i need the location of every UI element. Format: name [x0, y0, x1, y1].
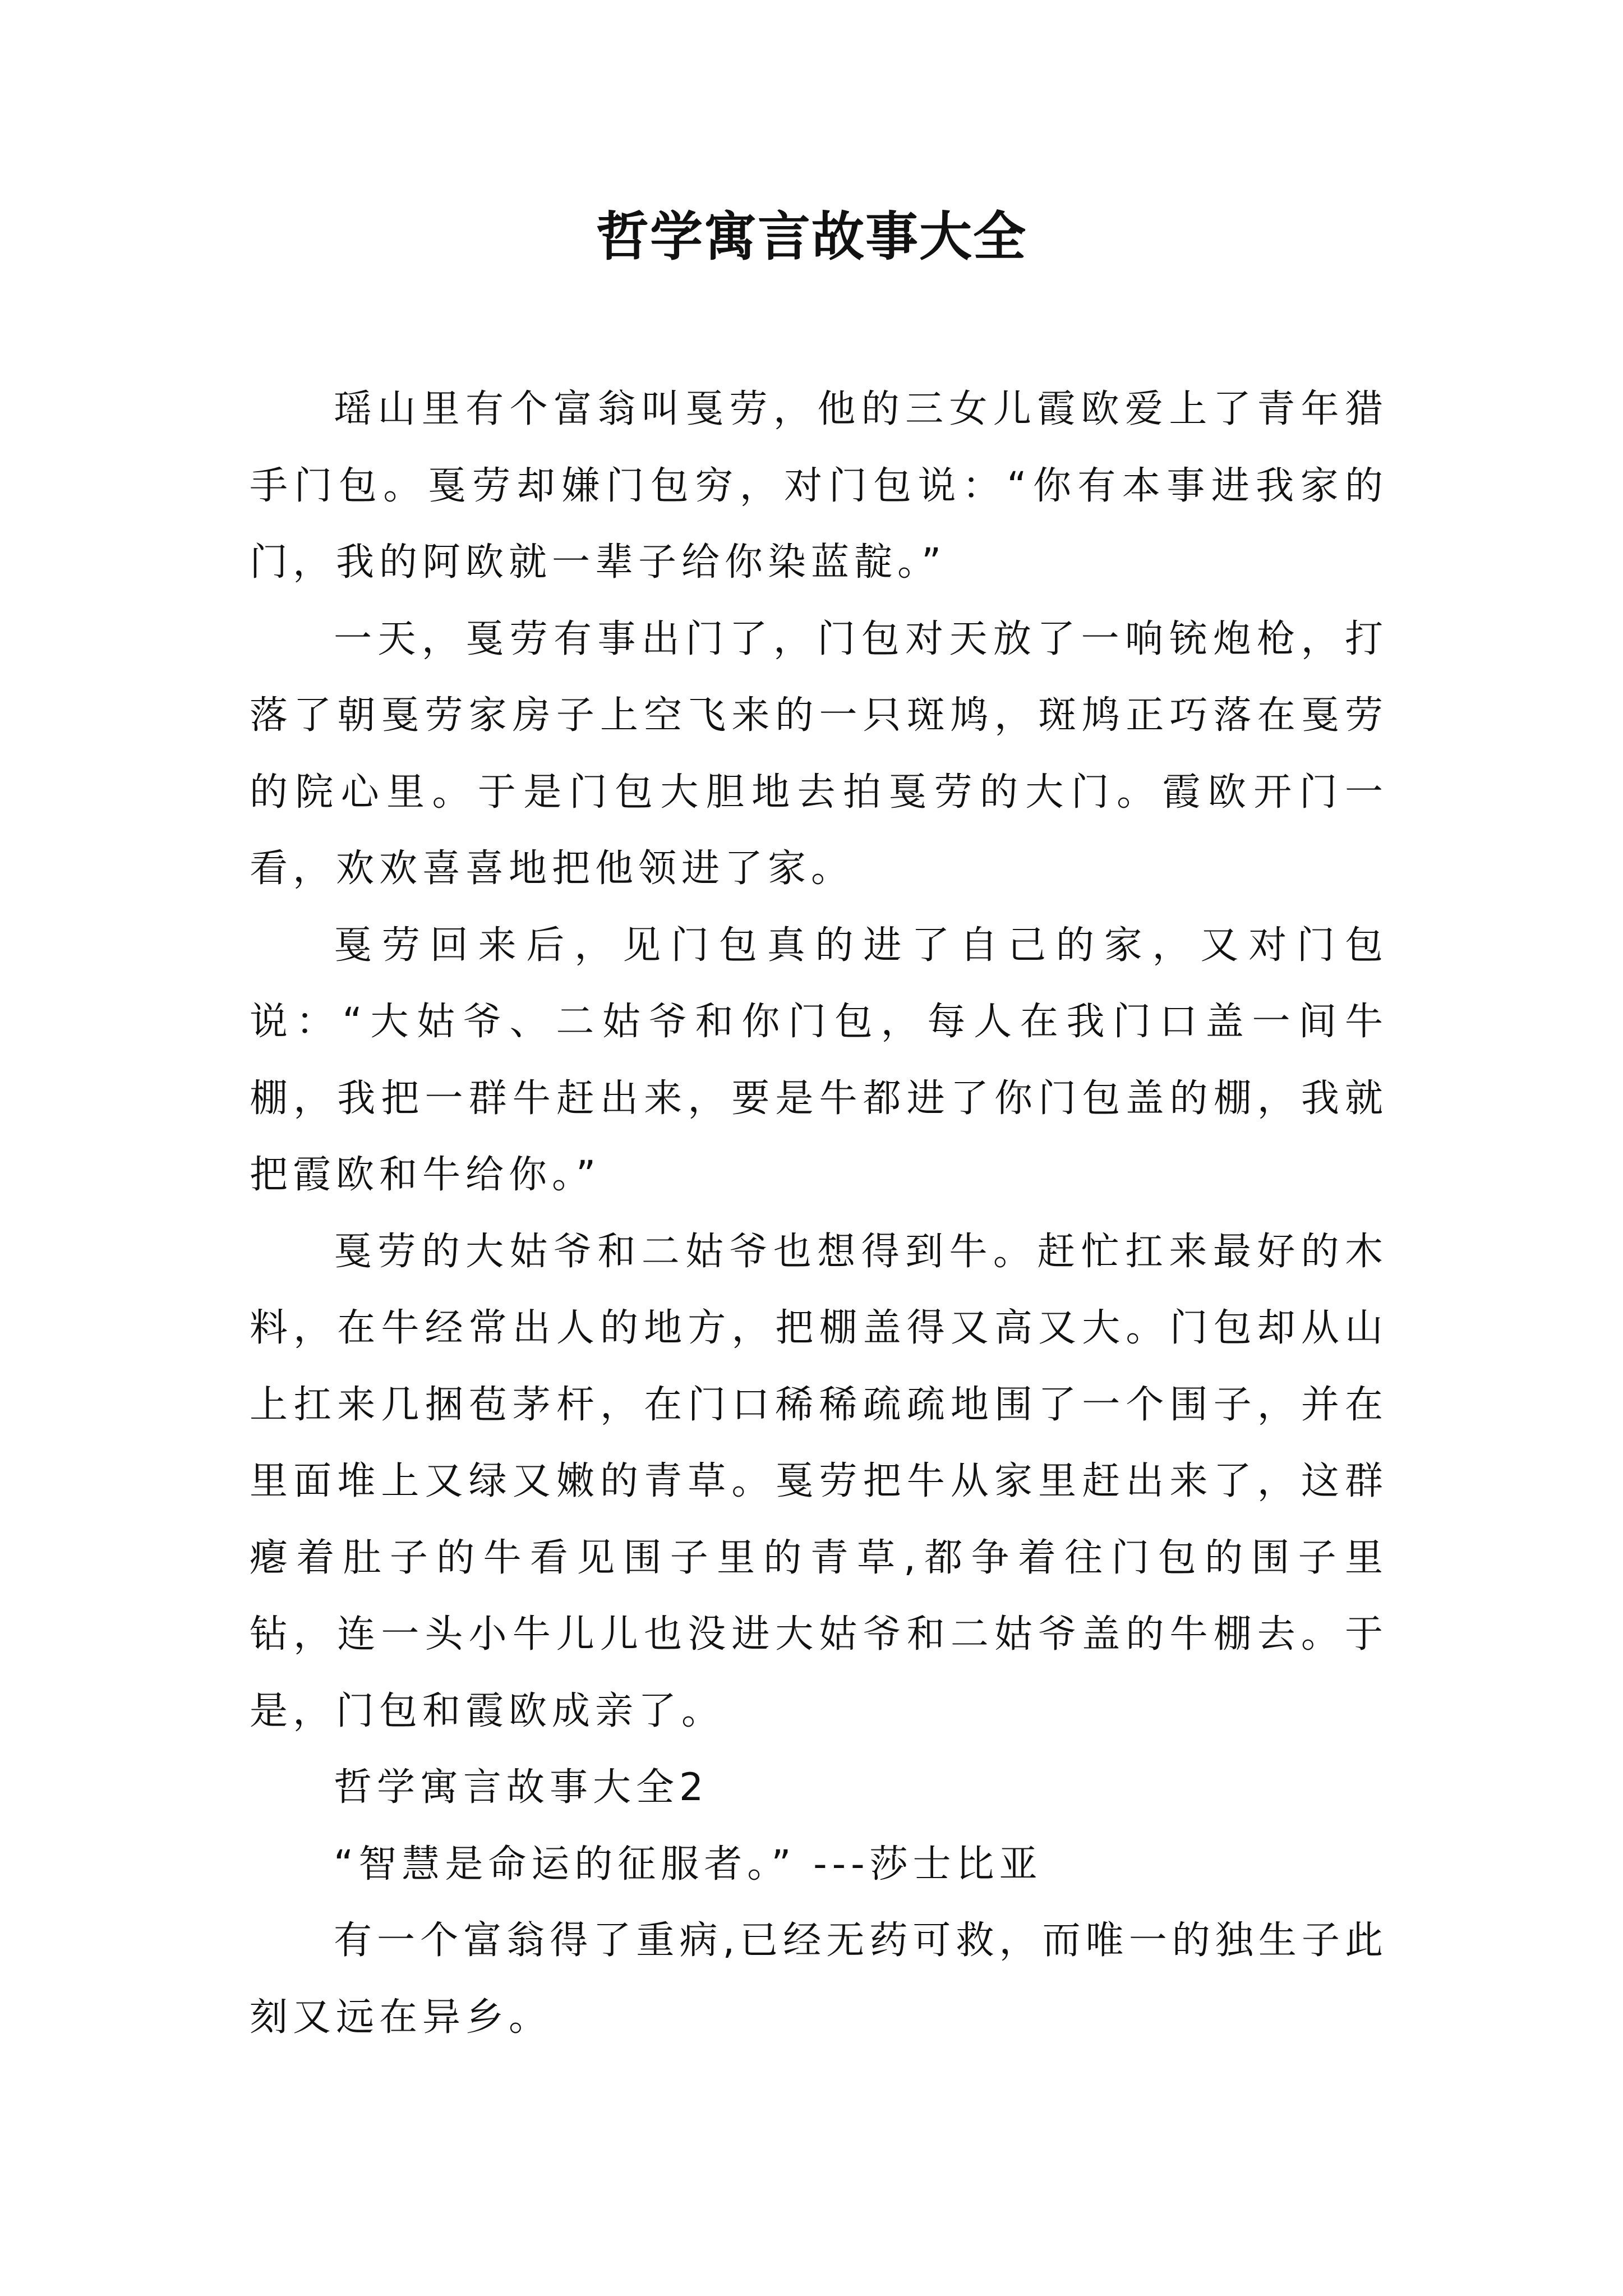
quote-line: “智慧是命运的征服者。” ---莎士比亚 — [334, 1842, 1043, 1887]
paragraph-1: 瑶山里有个富翁叫戛劳，他的三女儿霞欧爱上了青年猎手门包。戛劳却嫌门包穷，对门包说：“你有本事进我家的门，我的阿欧就一辈子给你染蓝靛。” — [250, 387, 1388, 585]
document-body — [250, 371, 1388, 2056]
paragraph-3: 戛劳回来后，见门包真的进了自己的家，又对门包说：“大姑爷、二姑爷和你门包，每人在我门口盖一间牛棚，我把一群牛赶出来，要是牛都进了你门包盖的棚，我就把霞欧和牛给你。” — [250, 923, 1388, 1197]
section-heading-2: 哲学寓言故事大全2 — [334, 1765, 709, 1810]
paragraph-5: 有一个富翁得了重病,已经无药可救，而唯一的独生子此刻又远在异乡。 — [250, 1918, 1388, 2040]
paragraph-4: 戛劳的大姑爷和二姑爷也想得到牛。赶忙扛来最好的木料，在牛经常出人的地方，把棚盖得又高又大。门包却从山上扛来几捆苞茅杆，在门口稀稀疏疏地围了一个围子，并在里面堆上又绿又嫩的青草。戛劳把牛从家里赶出来了，这群瘪着肚子的牛看见围子里的青草,都争着往门包的围子里钻，连一头小牛儿儿也没进大姑爷和二姑爷盖的牛棚去。于是，门包和霞欧成亲了。 — [250, 1229, 1388, 1733]
document-title: 哲学寓言故事大全 — [596, 206, 1027, 268]
paragraph-2: 一天，戛劳有事出门了，门包对天放了一响铳炮枪，打落了朝戛劳家房子上空飞来的一只斑鸠，斑鸠正巧落在戛劳的院心里。于是门包大胆地去拍戛劳的大门。霞欧开门一看，欢欢喜喜地把他领进了家。 — [250, 616, 1388, 891]
